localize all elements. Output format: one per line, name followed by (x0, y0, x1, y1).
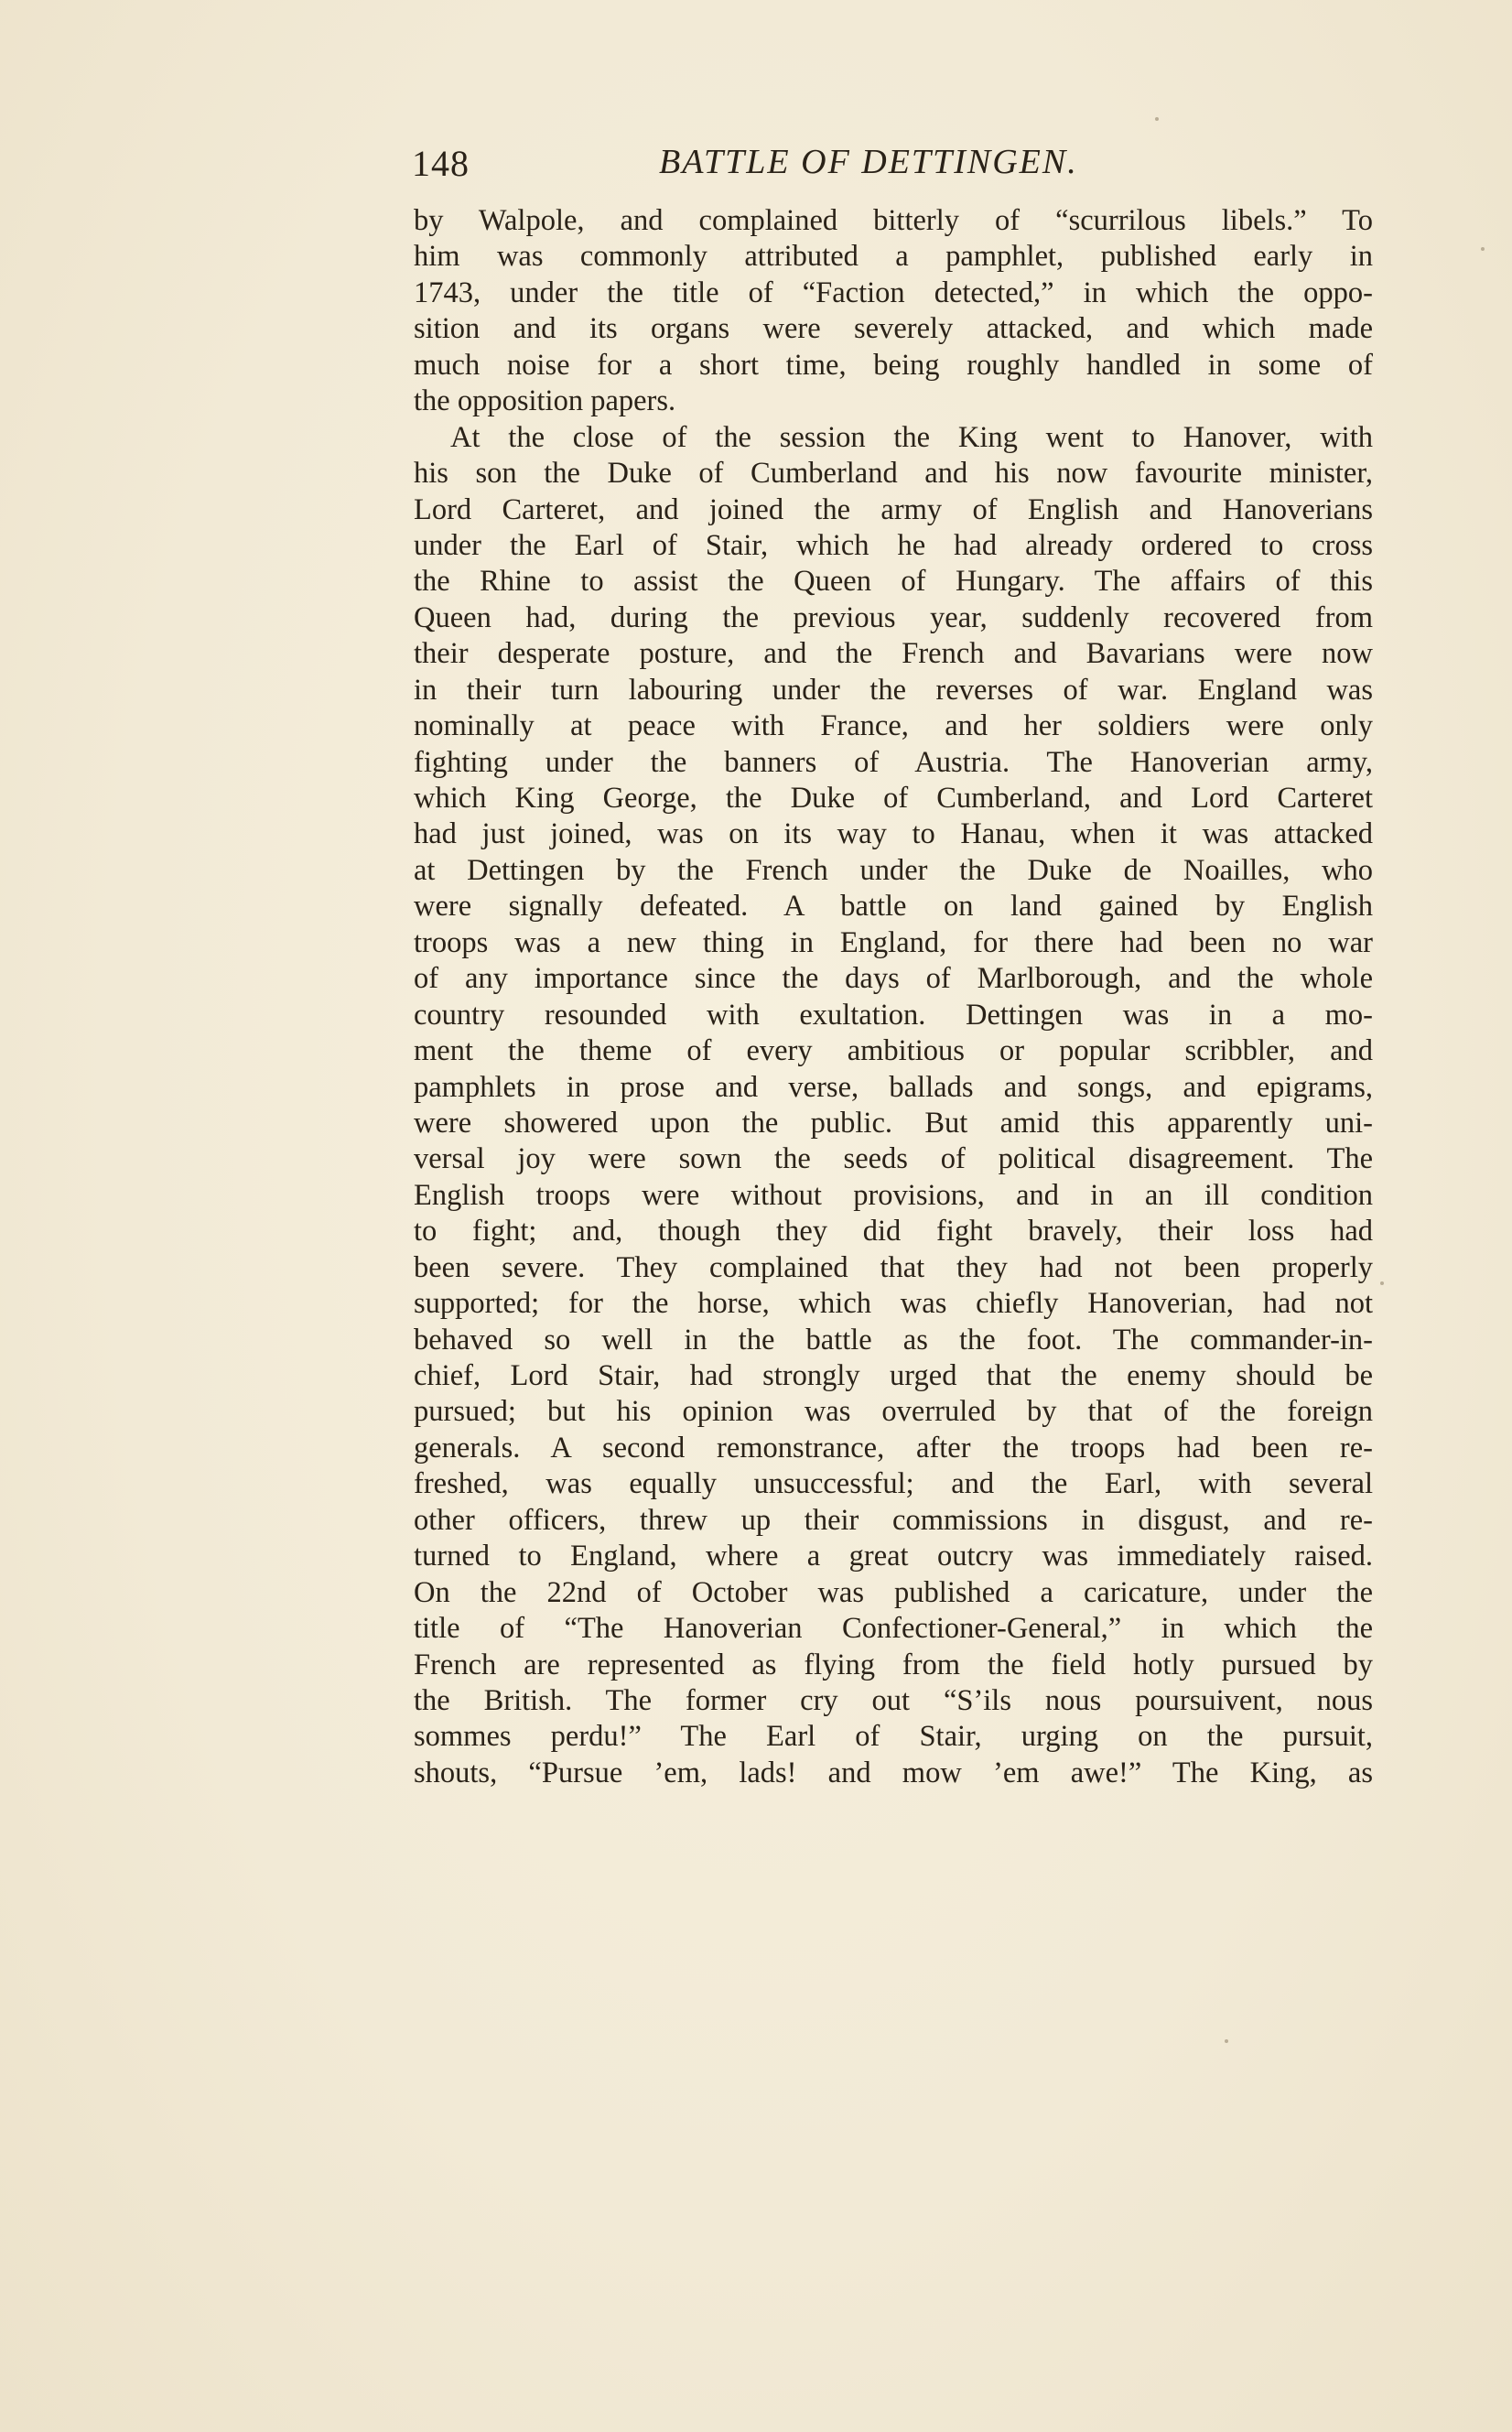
text-line: other officers, threw up their commissions in disgust, and re- (414, 1503, 1373, 1537)
running-head (412, 142, 1153, 197)
text-line: had just joined, was on its way to Hanau, when it was attacked (414, 817, 1373, 851)
text-line: versal joy were sown the seeds of political disagreement. The (414, 1142, 1373, 1176)
text-line: the Rhine to assist the Queen of Hungary. The affairs of this (414, 565, 1373, 599)
text-line: to fight; and, though they did fight bravely, their loss had (414, 1215, 1373, 1248)
running-title: BATTLE OF DETTINGEN. (659, 143, 1078, 181)
text-line: sommes perdu!” The Earl of Stair, urging on the pursuit, (414, 1720, 1373, 1754)
text-line: At the close of the session the King went to Hanover, with (450, 420, 1373, 454)
text-line: been severe. They complained that they had not been properly (414, 1250, 1373, 1284)
text-line: under the Earl of Stair, which he had already ordered to cross (414, 528, 1373, 562)
text-line: were signally defeated. A battle on land gained by English (414, 890, 1373, 924)
text-line: of any importance since the days of Marlborough, and the whole (414, 962, 1373, 996)
text-line: troops was a new thing in England, for there had been no war (414, 925, 1373, 959)
text-line: pamphlets in prose and verse, ballads and songs, and epigrams, (414, 1070, 1373, 1104)
text-line: fighting under the banners of Austria. The Hanoverian army, (414, 745, 1373, 779)
text-line: him was commonly attributed a pamphlet, published early in (414, 240, 1373, 274)
text-line: turned to England, where a great outcry was immediately raised. (414, 1540, 1373, 1573)
paper-speck (1481, 247, 1485, 251)
page-number: 148 (412, 143, 470, 184)
text-line: nominally at peace with France, and her soldiers were only (414, 709, 1373, 743)
text-line: by Walpole, and complained bitterly of “scurrilous libels.” To (414, 204, 1373, 237)
paper-speck (1225, 2039, 1228, 2043)
text-line: chief, Lord Stair, had strongly urged that the enemy should be (414, 1359, 1373, 1392)
text-line: which King George, the Duke of Cumberland, and Lord Carteret (414, 782, 1373, 815)
paper-speck (1155, 117, 1159, 121)
text-line: freshed, was equally unsuccessful; and the Earl, with several (414, 1467, 1373, 1501)
text-line: title of “The Hanoverian Confectioner-General,” in which the (414, 1612, 1373, 1646)
text-line: English troops were without provisions, and in an ill condition (414, 1178, 1373, 1212)
text-line: their desperate posture, and the French and Bavarians were now (414, 637, 1373, 671)
text-line: in their turn labouring under the reverses of war. England was (414, 673, 1373, 707)
text-line: at Dettingen by the French under the Duke de Noailles, who (414, 853, 1373, 887)
text-line: his son the Duke of Cumberland and his now favourite minister, (414, 457, 1373, 491)
text-line: much noise for a short time, being roughly handled in some of (414, 348, 1373, 382)
text-line: the British. The former cry out “S’ils nous poursuivent, nous (414, 1683, 1373, 1717)
text-line: ment the theme of every ambitious or popular scribbler, and (414, 1034, 1373, 1068)
text-line: French are represented as flying from the field hotly pursued by (414, 1648, 1373, 1681)
text-line: Queen had, during the previous year, suddenly recovered from (414, 600, 1373, 634)
text-line: behaved so well in the battle as the foot. The commander-in- (414, 1323, 1373, 1357)
body-text (414, 203, 1373, 1791)
text-line: supported; for the horse, which was chiefly Hanoverian, had not (414, 1287, 1373, 1321)
text-line: sition and its organs were severely attacked, and which made (414, 312, 1373, 346)
text-line: country resounded with exultation. Dettingen was in a mo- (414, 998, 1373, 1032)
text-line: generals. A second remonstrance, after the troops had been re- (414, 1431, 1373, 1465)
text-line: Lord Carteret, and joined the army of English and Hanoverians (414, 492, 1373, 526)
text-line: the opposition papers. (414, 384, 676, 418)
paper-speck (1380, 1281, 1384, 1285)
text-line: shouts, “Pursue ’em, lads! and mow ’em awe!” The King, as (414, 1756, 1373, 1789)
text-line: pursued; but his opinion was overruled by that of the foreign (414, 1395, 1373, 1429)
text-line: 1743, under the title of “Faction detected,” in which the oppo- (414, 276, 1373, 309)
text-line: On the 22nd of October was published a caricature, under the (414, 1575, 1373, 1609)
text-line: were showered upon the public. But amid this apparently uni- (414, 1106, 1373, 1140)
